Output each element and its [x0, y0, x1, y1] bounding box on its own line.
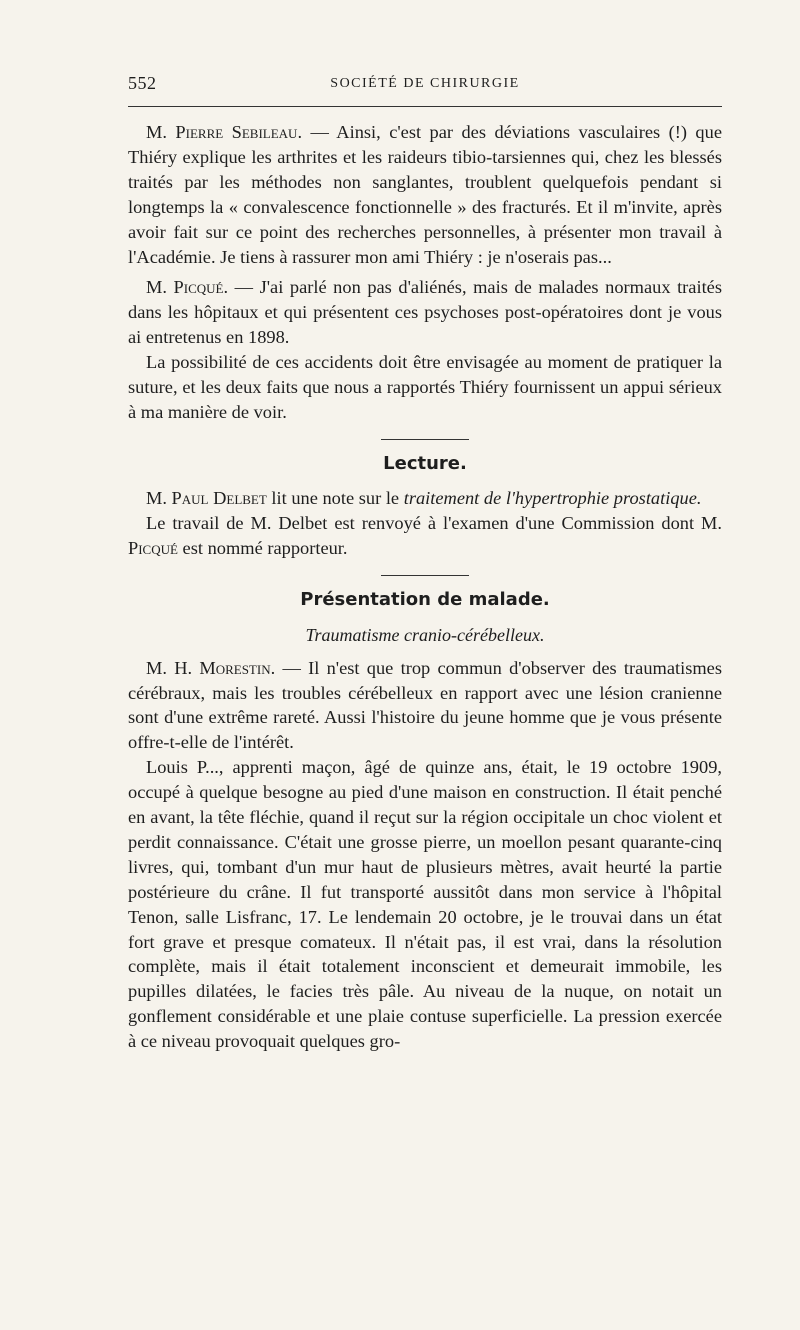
- paragraph-delbet: [128, 486, 722, 511]
- work-title: traitement de l'hypertrophie prostatique.: [403, 487, 702, 508]
- paragraph-text: — Il n'est que trop commun d'observer des traumatismes cérébraux, mais les troubles cérébelleux en rapport avec une lésion cranienne sont d'une extrême rareté. Aussi l'histoire du jeune homme que je vous présente offre-t-elle de l'intérêt.: [128, 657, 722, 753]
- section-heading-presentation: Présentation de malade.: [300, 588, 550, 610]
- running-title: SOCIÉTÉ DE CHIRURGIE: [330, 76, 520, 91]
- paragraph-text: est nommé rapporteur.: [177, 537, 348, 558]
- paragraph-case-report: Louis P..., apprenti maçon, âgé de quinze ans, était, le 19 octobre 1909, occupé à quelque besogne au pied d'une maison en construction. Il était penché en avant, la tête fléchie, quand il reçut sur la région occipitale un choc violent et perdit connaissance. C'était une grosse pierre, un moellon pesant quarante-cinq livres, qui, tombant d'un mur haut de plusieurs mètres, avait heurté la partie postérieure du crâne. Il fut transporté aussitôt dans mon service à l'hôpital Tenon, salle Lisfranc, 17. Le lendemain 20 octobre, je le trouvai dans un état fort grave et presque comateux. Il n'était pas, il est vrai, dans la résolution complète, mais il était totalement inconscient et demeurait immobile, les pupilles dilatées, le facies très pâle. Au niveau de la nuque, on notait un gonflement considérable et une plaie contuse superficielle. La pression exercée à ce niveau provoquait quelques gro-: [128, 757, 722, 1052]
- section-subtitle: Traumatisme cranio-cérébelleux.: [305, 624, 545, 645]
- rapporteur-name: Picqué: [128, 537, 178, 558]
- section-divider: [381, 575, 469, 576]
- paragraph-text: Le travail de M. Delbet est renvoyé à l'examen d'une Commission dont M.: [146, 512, 722, 533]
- paragraph-text: — J'ai parlé non pas d'aliénés, mais de malades normaux traités dans les hôpitaux et qui présentent ces psychoses post-opératoires dont je vous ai entretenus en 1898.: [128, 277, 723, 348]
- paragraph-sebileau: [128, 120, 722, 269]
- speaker-name: M. H. Morestin.: [146, 657, 276, 678]
- speaker-name: M. Picqué.: [146, 277, 229, 298]
- paragraph-morestin: [128, 656, 722, 756]
- page-number: 552: [128, 73, 157, 93]
- paragraph-commission: [128, 511, 722, 561]
- speaker-name: M. Pierre Sebileau.: [146, 122, 303, 142]
- page-body: [128, 120, 722, 1054]
- section-heading-lecture: Lecture.: [383, 452, 467, 474]
- section-divider: [381, 439, 469, 440]
- speaker-name: M. Paul Delbet: [146, 487, 267, 508]
- page-header: [128, 73, 722, 95]
- paragraph-picque-cont: La possibilité de ces accidents doit être envisagée au moment de pratiquer la suture, et les deux faits que nous a rapportés Thiéry fournissent un appui sérieux à ma manière de voir.: [128, 352, 722, 422]
- paragraph-text: lit une note sur le: [266, 487, 404, 508]
- paragraph-picque: [128, 275, 722, 350]
- paragraph-text: — Ainsi, c'est par des déviations vasculaires (!) que Thiéry explique les arthrites et les raideurs tibio-tarsiennes qui, chez les blessés traités par les méthodes non sanglantes, troublent quelquefois pendant si longtemps la « convalescence fonctionnelle » des fracturés. Et il m'invite, après avoir fait sur ce point des recherches personnelles, à présenter mon travail à l'Académie. Je tiens à rassurer mon ami Thiéry : je n'oserais pas...: [128, 122, 722, 267]
- header-rule: [128, 106, 722, 107]
